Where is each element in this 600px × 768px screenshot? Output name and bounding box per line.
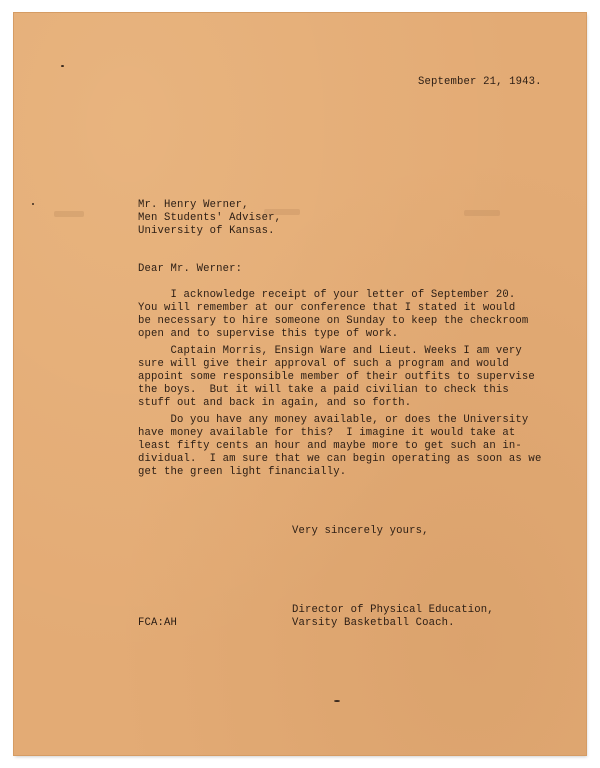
- signer-title: Varsity Basketball Coach.: [292, 617, 455, 629]
- text-line: Captain Morris, Ensign Ware and Lieut. Weeks I am very: [138, 345, 522, 357]
- letter-date: September 21, 1943.: [418, 76, 542, 88]
- recipient-address: [138, 199, 281, 238]
- text-line: appoint some responsible member of their outfits to supervise: [138, 371, 535, 383]
- text-line: have money available for this? I imagine it would take at: [138, 427, 516, 439]
- recipient-institution: University of Kansas.: [138, 225, 275, 237]
- text-line: open and to supervise this type of work.: [138, 328, 399, 340]
- recipient-title: Men Students' Adviser,: [138, 212, 282, 224]
- paper-speck: [32, 203, 34, 205]
- text-line: sure will give their approval of such a program and would: [138, 358, 509, 370]
- signature-block: [292, 604, 494, 630]
- paper-speck: [334, 700, 340, 702]
- text-line: least fifty cents an hour and maybe more to get such an in-: [138, 440, 522, 452]
- paper-speck: [61, 65, 64, 67]
- salutation: Dear Mr. Werner:: [138, 263, 243, 275]
- paper-mark: [464, 210, 500, 216]
- signer-title: Director of Physical Education,: [292, 604, 494, 616]
- text-line: I acknowledge receipt of your letter of September 20.: [138, 289, 516, 301]
- paragraph-2: [138, 345, 535, 410]
- text-line: Do you have any money available, or does the University: [138, 414, 529, 426]
- paper-mark: [54, 211, 84, 217]
- letter-page: [14, 13, 586, 755]
- recipient-name: Mr. Henry Werner,: [138, 199, 249, 211]
- complimentary-closing: Very sincerely yours,: [292, 525, 429, 537]
- paragraph-1: [138, 289, 528, 341]
- text-line: be necessary to hire someone on Sunday to keep the checkroom: [138, 315, 529, 327]
- text-line: stuff out and back in again, and so forth.: [138, 397, 412, 409]
- text-line: You will remember at our conference that I stated it would: [138, 302, 516, 314]
- reference-initials: FCA:AH: [138, 617, 178, 629]
- text-line: get the green light financially.: [138, 466, 347, 478]
- text-line: the boys. But it will take a paid civilian to check this: [138, 384, 509, 396]
- paragraph-3: [138, 414, 541, 479]
- text-line: dividual. I am sure that we can begin operating as soon as we: [138, 453, 542, 465]
